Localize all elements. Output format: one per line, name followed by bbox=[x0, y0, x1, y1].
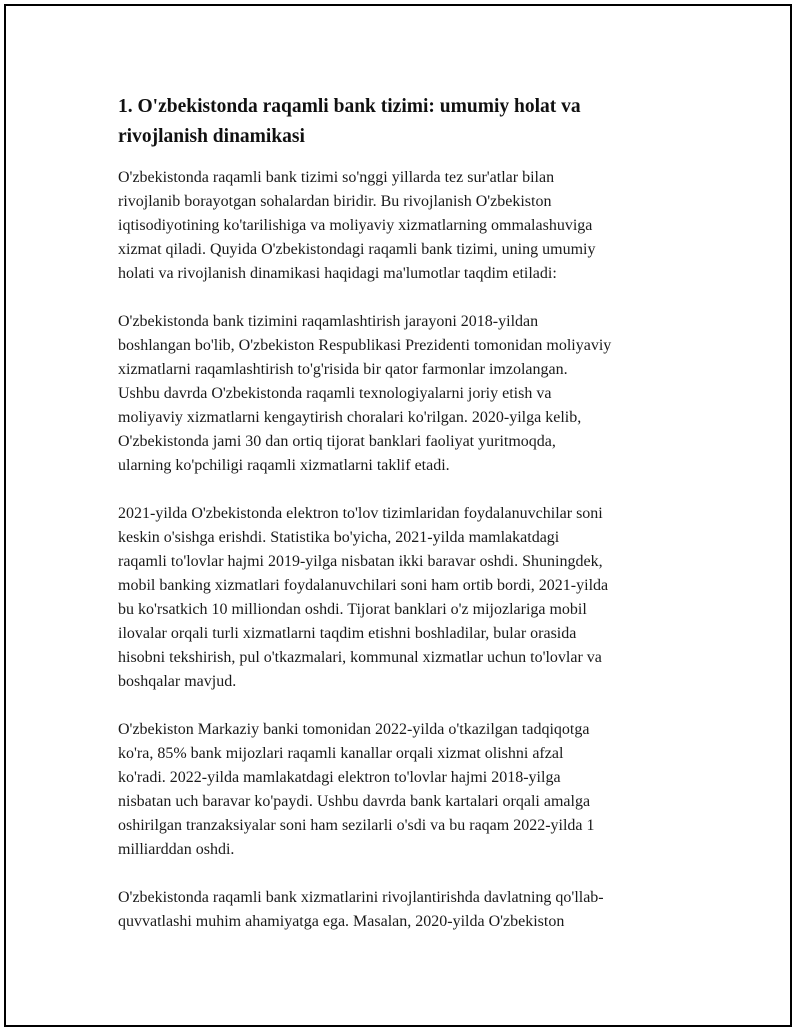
section-heading bbox=[118, 92, 688, 152]
text-line: mobil banking xizmatlari foydalanuvchilari soni ham ortib bordi, 2021-yilda bbox=[118, 577, 609, 594]
paragraph bbox=[118, 886, 688, 934]
text-line: xizmat qiladi. Quyida O'zbekistondagi raqamli bank tizimi, uning umumiy bbox=[118, 241, 596, 258]
text-line: boshqalar mavjud. bbox=[118, 673, 237, 690]
text-line: moliyaviy xizmatlarni kengaytirish choralari ko'rilgan. 2020-yilga kelib, bbox=[118, 409, 582, 426]
text-line: O'zbekistonda raqamli bank tizimi so'nggi yillarda tez sur'atlar bilan bbox=[118, 169, 555, 186]
text-line: hisobni tekshirish, pul o'tkazmalari, kommunal xizmatlar uchun to'lovlar va bbox=[118, 649, 602, 666]
text-line: keskin o'sishga erishdi. Statistika bo'yicha, 2021-yilda mamlakatdagi bbox=[118, 529, 560, 546]
text-line: holati va rivojlanish dinamikasi haqidagi ma'lumotlar taqdim etiladi: bbox=[118, 265, 557, 282]
paragraph bbox=[118, 718, 688, 862]
paragraph bbox=[118, 310, 688, 478]
text-line: ko'ra, 85% bank mijozlari raqamli kanallar orqali xizmat olishni afzal bbox=[118, 745, 564, 762]
text-line: O'zbekistonda jami 30 dan ortiq tijorat banklari faoliyat yuritmoqda, bbox=[118, 433, 556, 450]
text-line: boshlangan bo'lib, O'zbekiston Respublikasi Prezidenti tomonidan moliyaviy bbox=[118, 337, 612, 354]
paragraph bbox=[118, 166, 688, 286]
heading-line: rivojlanish dinamikasi bbox=[118, 126, 305, 147]
text-line: nisbatan uch baravar ko'paydi. Ushbu davrda bank kartalari orqali amalga bbox=[118, 793, 591, 810]
paragraph bbox=[118, 502, 688, 694]
text-line: milliarddan oshdi. bbox=[118, 841, 235, 858]
text-line: ilovalar orqali turli xizmatlarni taqdim etishni boshladilar, bular orasida bbox=[118, 625, 577, 642]
text-line: bu ko'rsatkich 10 milliondan oshdi. Tijorat banklari o'z mijozlariga mobil bbox=[118, 601, 587, 618]
heading-line: 1. O'zbekistonda raqamli bank tizimi: umumiy holat va bbox=[118, 96, 581, 117]
text-line: rivojlanib borayotgan sohalardan biridir. Bu rivojlanish O'zbekiston bbox=[118, 193, 552, 210]
text-line: O'zbekistonda raqamli bank xizmatlarini rivojlantirishda davlatning qo'llab- bbox=[118, 889, 604, 906]
text-line: ko'radi. 2022-yilda mamlakatdagi elektron to'lovlar hajmi 2018-yilga bbox=[118, 769, 561, 786]
text-line: O'zbekiston Markaziy banki tomonidan 2022-yilda o'tkazilgan tadqiqotga bbox=[118, 721, 590, 738]
text-line: Ushbu davrda O'zbekistonda raqamli texnologiyalarni joriy etish va bbox=[118, 385, 552, 402]
text-line: iqtisodiyotining ko'tarilishiga va moliyaviy xizmatlarning ommalashuviga bbox=[118, 217, 593, 234]
document-body bbox=[118, 92, 688, 958]
text-line: quvvatlashi muhim ahamiyatga ega. Masalan, 2020-yilda O'zbekiston bbox=[118, 913, 565, 930]
text-line: oshirilgan tranzaksiyalar soni ham sezilarli o'sdi va bu raqam 2022-yilda 1 bbox=[118, 817, 595, 834]
text-line: 2021-yilda O'zbekistonda elektron to'lov tizimlaridan foydalanuvchilar soni bbox=[118, 505, 603, 522]
text-line: xizmatlarni raqamlashtirish to'g'risida bir qator farmonlar imzolangan. bbox=[118, 361, 568, 378]
text-line: raqamli to'lovlar hajmi 2019-yilga nisbatan ikki baravar oshdi. Shuningdek, bbox=[118, 553, 603, 570]
text-line: O'zbekistonda bank tizimini raqamlashtirish jarayoni 2018-yildan bbox=[118, 313, 539, 330]
text-line: ularning ko'pchiligi raqamli xizmatlarni taklif etadi. bbox=[118, 457, 450, 474]
